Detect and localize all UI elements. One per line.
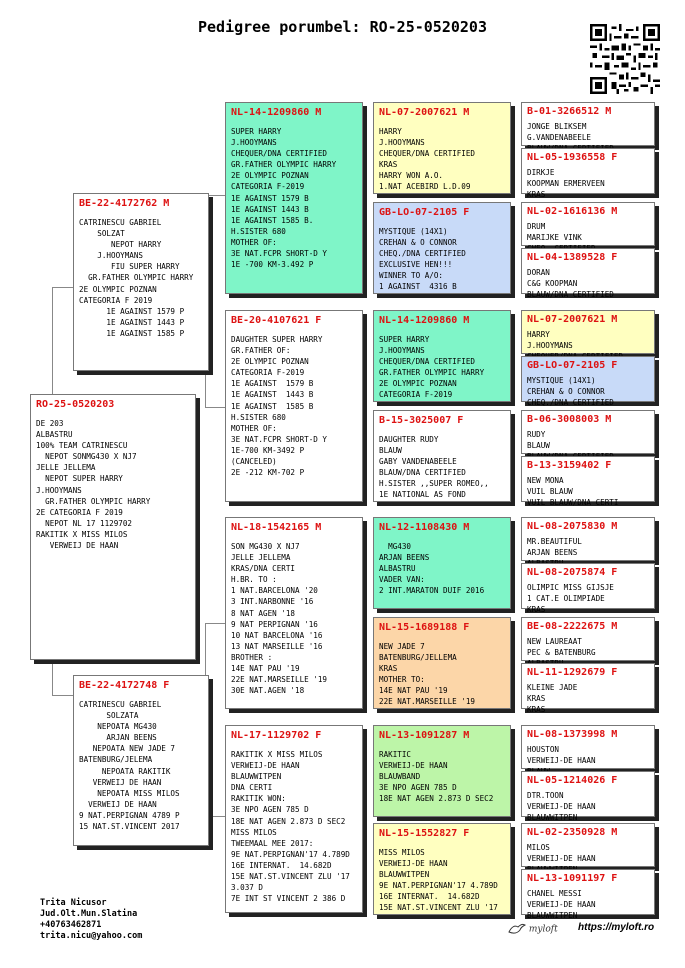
detail-line: CHEQUER/DNA CERTIFIED <box>379 357 476 367</box>
detail-line: VERWEIJ-DE HAAN <box>527 802 596 812</box>
detail-line: VERWEIJ-DE HAAN <box>231 761 300 771</box>
detail-line: CHEQUER/DNA CERTIFIED <box>379 149 476 159</box>
detail-line: NEPOATA NEW JADE 7 <box>79 744 176 754</box>
detail-line: 1 CAT.E OLIMPIADE <box>527 594 605 604</box>
pigeon-card-sire[interactable] <box>73 193 209 371</box>
detail-line: GABY VANDENABEELE <box>379 457 457 467</box>
detail-line: 9E NAT.PERPIGNAN'17 4.789D <box>231 849 350 859</box>
detail-line: VERWEIJ-DE HAAN <box>527 756 596 766</box>
detail-line: JELLE JELLEMA <box>36 463 96 473</box>
detail-line: MYSTIQUE (14X1) <box>379 227 448 236</box>
detail-line: DAUGHTER SUPER HARRY <box>231 335 323 344</box>
detail-line: RAKITIK X MISS MILOS <box>231 750 323 759</box>
detail-line: BLAUWWITPEN <box>379 870 430 880</box>
detail-line: SUPER HARRY <box>379 335 430 344</box>
ring-number: BE-22-4172748 F <box>79 680 170 691</box>
ring-number: B-13-3159402 F <box>527 460 612 471</box>
detail-line: GR.FATHER OLYMPIC HARRY <box>231 160 337 170</box>
detail-line: ALBASTRU <box>379 564 416 574</box>
detail-line: MG430 <box>379 542 412 551</box>
detail-line: DORAN <box>527 268 550 277</box>
pigeon-card-gen3-3[interactable] <box>373 410 511 502</box>
detail-line: MOTHER OF: <box>231 237 277 247</box>
detail-line: OLIMPIC MISS GIJSJE <box>527 583 614 592</box>
detail-line: ARJAN BEENS <box>527 548 578 558</box>
pigeon-card-subject[interactable] <box>30 394 196 660</box>
pigeon-card-gen3-6[interactable] <box>373 725 511 817</box>
connector-line <box>52 287 53 395</box>
detail-line: NEPOT SONMG430 X NJ7 <box>36 452 137 462</box>
detail-line: 1E AGAINST 1585 P <box>79 328 185 338</box>
detail-line: 16E INTERNAT. 14.682D <box>379 892 480 902</box>
detail-line: 1E AGAINST 1579 B <box>231 193 309 203</box>
ring-number: NL-14-1209860 M <box>231 107 322 118</box>
detail-line: CATEGORIA F 2019 <box>79 295 153 305</box>
detail-line: ALBASTRU <box>36 430 73 440</box>
ring-number: NL-14-1209860 M <box>379 315 470 326</box>
detail-line: KRAS <box>527 605 546 615</box>
pigeon-card-gen2-3[interactable] <box>225 725 363 913</box>
detail-line: NEW MONA <box>527 476 564 485</box>
connector-line <box>52 660 53 695</box>
detail-line: CATRINESCU GABRIEL <box>79 700 162 709</box>
pigeon-card-gen4-9[interactable] <box>521 563 655 615</box>
ring-number: NL-13-1091197 F <box>527 873 618 884</box>
detail-line: BROTHER : <box>231 652 273 662</box>
ring-number: B-01-3266512 M <box>527 106 612 117</box>
pigeon-card-gen3-0[interactable] <box>373 102 511 194</box>
detail-line: SUPER HARRY <box>231 127 282 136</box>
detail-line: EXCLUSIVE HEN!!! <box>379 260 453 270</box>
owner-email[interactable]: trita.nicu@yahoo.com <box>40 931 143 941</box>
pigeon-card-gen3-5[interactable] <box>373 617 511 709</box>
detail-line: HOUSTON <box>527 745 560 754</box>
detail-line: 1E-700 KM-3492 P <box>231 445 305 455</box>
connector-line <box>205 623 225 624</box>
pigeon-card-gen2-2[interactable] <box>225 517 363 709</box>
detail-line: 3E NAT.FCPR SHORT-D Y <box>231 434 328 444</box>
detail-line: 2 INT.MARATON DUIF 2016 <box>379 586 485 596</box>
detail-line: 14E NAT PAU '19 <box>231 664 300 674</box>
detail-line: G.VANDENABEELE <box>527 133 592 143</box>
detail-line: 13 NAT MARSEILLE '16 <box>231 641 323 651</box>
detail-line: 1E AGAINST 1579 P <box>79 306 185 316</box>
detail-line: BLAUWWITPEN <box>231 772 282 782</box>
detail-line: GR.FATHER OF: <box>231 346 291 356</box>
qr-code-icon <box>590 24 660 94</box>
detail-line: CATEGORIA F-2019 <box>231 368 305 378</box>
detail-line: NEPOATA MG430 <box>79 722 157 732</box>
pigeon-card-gen4-11[interactable] <box>521 663 655 715</box>
detail-line: PEC & BATENBURG <box>527 648 596 658</box>
detail-line: RAKITIK WON: <box>231 794 286 804</box>
detail-line: HARRY WON A.O. <box>379 171 444 181</box>
pigeon-logo-icon <box>508 922 526 936</box>
detail-line: GR.FATHER OLYMPIC HARRY <box>79 273 194 283</box>
pigeon-card-gen3-1[interactable] <box>373 202 511 294</box>
detail-line: BLAUW <box>379 446 402 456</box>
detail-line: MILOS <box>527 843 550 852</box>
ring-number: BE-20-4107621 F <box>231 315 322 326</box>
pigeon-card-gen4-7[interactable] <box>521 456 655 508</box>
ring-number: NL-08-2075874 F <box>527 567 618 578</box>
detail-line: H.SISTER ,,SUPER ROMEO,, <box>379 479 489 489</box>
detail-line: CHEQ./DNA CERTIFIED <box>527 398 614 408</box>
detail-line: 15E NAT.ST.VINCENT ZLU '17 <box>379 903 498 913</box>
detail-line: SON MG430 X NJ7 <box>231 542 300 551</box>
detail-line: MISS MILOS <box>231 827 277 837</box>
detail-line: BLAUW <box>527 441 550 451</box>
pigeon-card-gen4-15[interactable] <box>521 869 655 921</box>
detail-line: H.SISTER 680 <box>231 226 286 236</box>
detail-line: 1.NAT ACEBIRD L.D.09 <box>379 182 471 192</box>
detail-line: GR.FATHER OLYMPIC HARRY <box>36 496 151 506</box>
detail-line: WINNER TO A/O: <box>379 271 444 281</box>
owner-name: Trita Nicusor <box>40 898 107 908</box>
detail-line: BLAUW/DNA CERTIFIED <box>527 290 614 300</box>
detail-line: DNA CERTI <box>231 783 273 793</box>
detail-line: 9E NAT.PERPIGNAN'17 4.789D <box>379 881 498 891</box>
pigeon-card-gen4-5[interactable] <box>521 356 655 408</box>
detail-line: J.HOOYMANS <box>36 485 82 495</box>
detail-line: J.HOOYMANS <box>379 138 425 148</box>
detail-line: (CANCELED) <box>231 457 277 467</box>
pigeon-card-gen4-0[interactable] <box>521 102 655 146</box>
detail-line: 22E NAT.MARSEILLE '19 <box>231 675 328 685</box>
pigeon-card-gen3-7[interactable] <box>373 823 511 915</box>
detail-line: BLAUWWITPEN <box>527 911 578 921</box>
detail-line: BLAUWWITPEN <box>527 813 578 823</box>
owner-location: Jud.Olt.Mun.Slatina <box>40 909 138 919</box>
detail-line: CATEGORIA F-2019 <box>379 390 453 400</box>
detail-line: CATRINESCU GABRIEL <box>79 218 162 227</box>
detail-line: JONGE BLIKSEM <box>527 122 587 131</box>
detail-line: J.HOOYMANS <box>527 341 573 351</box>
detail-line: MISS MILOS <box>379 848 425 857</box>
detail-line: NEPOT NL 17 1129702 <box>36 518 133 528</box>
detail-line: 7E INT ST VINCENT 2 386 D <box>231 894 346 904</box>
detail-line: 2E OLYMPIC POZNAN <box>379 379 457 389</box>
detail-line: 3E NAT.FCPR SHORT-D Y <box>231 249 328 259</box>
ring-number: NL-04-1389528 F <box>527 252 618 263</box>
pigeon-card-gen2-1[interactable] <box>225 310 363 502</box>
detail-line: KRAS <box>379 160 398 170</box>
detail-line: VERWEIJ-DE HAAN <box>527 900 596 910</box>
detail-line: VERWEIJ DE HAAN <box>79 799 157 809</box>
connector-line <box>205 407 225 408</box>
detail-line: VADER VAN: <box>379 575 425 585</box>
detail-line: DIRKJE <box>527 168 555 177</box>
detail-line: MOTHER TO: <box>379 675 425 685</box>
detail-line: NEPOT HARRY <box>79 240 162 250</box>
detail-line: 1E AGAINST 1585 B <box>231 401 314 411</box>
detail-line: NEPOT SUPER HARRY <box>36 474 123 484</box>
owner-phone: +40763462871 <box>40 920 102 930</box>
detail-line: 1E NATIONAL AS FOND <box>379 490 466 500</box>
detail-line: 9 NAT PERPIGNAN '16 <box>231 619 318 629</box>
detail-line: 15 NAT.ST.VINCENT 2017 <box>79 822 180 832</box>
ring-number: NL-13-1091287 M <box>379 730 470 741</box>
detail-line: DE 203 <box>36 419 64 428</box>
detail-line: HARRY <box>379 127 402 136</box>
pigeon-card-gen4-6[interactable] <box>521 410 655 454</box>
detail-line: 1E AGAINST 1579 B <box>231 379 314 389</box>
detail-line: 1E -700 KM-3.492 P <box>231 260 314 270</box>
ring-number: GB-LO-07-2105 F <box>527 360 618 371</box>
detail-line: 100% TEAM CATRINESCU <box>36 441 128 451</box>
pigeon-card-gen4-4[interactable] <box>521 310 655 354</box>
pigeon-card-gen2-0[interactable] <box>225 102 363 294</box>
detail-line: 3 INT.NARBONNE '16 <box>231 597 314 607</box>
ring-number: NL-17-1129702 F <box>231 730 322 741</box>
ring-number: NL-05-1936558 F <box>527 152 618 163</box>
pigeon-card-gen4-14[interactable] <box>521 823 655 867</box>
detail-line: CHEQUER/DNA CERTIFIED <box>231 149 328 159</box>
ring-number: NL-02-1616136 M <box>527 206 618 217</box>
pigeon-card-gen3-4[interactable] <box>373 517 511 609</box>
website-link[interactable]: https://myloft.ro <box>578 922 655 933</box>
ring-number: B-06-3008003 M <box>527 414 612 425</box>
ring-number: NL-12-1108430 M <box>379 522 470 533</box>
detail-line: DTR.TOON <box>527 791 564 800</box>
detail-line: GR.FATHER OLYMPIC HARRY <box>379 368 485 378</box>
detail-line: RUDY <box>527 430 546 439</box>
detail-line: 18E NAT AGEN 2.873 D SEC2 <box>231 816 346 826</box>
pigeon-card-gen3-2[interactable] <box>373 310 511 402</box>
detail-line: 16E INTERNAT. 14.682D <box>231 860 332 870</box>
detail-line: MARIJKE VINK <box>527 233 582 243</box>
detail-line: TWEEMAAL MEE 2017: <box>231 838 314 848</box>
detail-line: 1E AGAINST 1443 P <box>79 317 185 327</box>
ring-number: NL-15-1689188 F <box>379 622 470 633</box>
detail-line: 8 NAT AGEN '18 <box>231 608 296 618</box>
detail-line: 2E CATEGORIA F 2019 <box>36 507 123 517</box>
detail-line: NEPOATA RAKITIK <box>79 766 171 776</box>
detail-line: ARJAN BEENS <box>79 733 157 743</box>
ring-number: NL-08-2075830 M <box>527 521 618 532</box>
pigeon-card-gen4-2[interactable] <box>521 202 655 246</box>
detail-line: 1E AGAINST 1585 B. <box>231 215 314 225</box>
logo-text: myloft <box>528 924 558 935</box>
detail-line: 1E AGAINST 1443 B <box>231 390 314 400</box>
ring-number: RO-25-0520203 <box>36 399 115 410</box>
detail-line: KLEINE JADE <box>527 683 578 692</box>
detail-line: 2E -212 KM-702 P <box>231 468 305 478</box>
ring-number: NL-07-2007621 M <box>379 107 470 118</box>
detail-line: JELLE JELLEMA <box>231 553 291 563</box>
pigeon-card-gen4-13[interactable] <box>521 771 655 823</box>
detail-line: HARRY <box>527 330 550 339</box>
detail-line: MR.BEAUTIFUL <box>527 537 582 546</box>
detail-line: NEW LAUREAAT <box>527 637 582 646</box>
detail-line: BLAUW/DNA CERTIFIED <box>379 468 466 478</box>
detail-line: BATENBURG/JELLEMA <box>379 653 457 663</box>
pigeon-card-gen4-8[interactable] <box>521 517 655 561</box>
detail-line: H.BR. TO : <box>231 575 277 585</box>
page-title: Pedigree porumbel: RO-25-0520203 <box>198 18 487 36</box>
pigeon-card-dam[interactable] <box>73 675 209 846</box>
ring-number: BE-08-2222675 M <box>527 621 618 632</box>
pigeon-card-gen4-3[interactable] <box>521 248 655 300</box>
detail-line: 1E AGAINST 1443 B <box>231 204 309 214</box>
detail-line: ARJAN BEENS <box>379 553 430 563</box>
detail-line: 2E OLYMPIC POZNAN <box>79 284 157 294</box>
ring-number: BE-22-4172762 M <box>79 198 170 209</box>
detail-line: CHEQ./DNA CERTIFIED <box>379 249 466 259</box>
detail-line: 10 NAT BARCELONA '16 <box>231 630 323 640</box>
ring-number: NL-08-1373998 M <box>527 729 618 740</box>
subject-details <box>36 418 190 551</box>
ring-number: NL-18-1542165 M <box>231 522 322 533</box>
connector-line <box>52 695 74 696</box>
detail-line: J.HOOYMANS <box>231 138 277 148</box>
detail-line: 18E NAT AGEN 2.873 D SEC2 <box>379 794 494 804</box>
detail-line: KOOPMAN ERMERVEEN <box>527 179 605 189</box>
detail-line: VUIL BLAUW <box>527 487 573 497</box>
detail-line: BATENBURG/JELEMA <box>79 755 153 765</box>
detail-line: DAUGHTER RUDY <box>379 435 439 444</box>
detail-line: VERWEIJ DE HAAN <box>79 777 162 787</box>
myloft-logo <box>508 922 558 936</box>
detail-line: J.HOOYMANS <box>379 346 425 356</box>
detail-line: MYSTIQUE (14X1) <box>527 376 596 385</box>
ring-number: NL-11-1292679 F <box>527 667 618 678</box>
detail-line: 14E NAT PAU '19 <box>379 686 448 696</box>
detail-line: 1 AGAINST 4316 B <box>379 282 457 292</box>
detail-line: 30E NAT.AGEN '18 <box>231 686 305 696</box>
pigeon-card-gen4-10[interactable] <box>521 617 655 661</box>
detail-line: KRAS <box>379 664 398 674</box>
detail-line: KRAS <box>527 694 546 704</box>
detail-line: MOTHER OF: <box>231 423 277 433</box>
detail-line: SOLZATA <box>79 711 139 721</box>
detail-line: 2E OLYMPIC POZNAN <box>231 171 309 181</box>
detail-line: VERWEIJ-DE HAAN <box>527 854 596 864</box>
detail-line: CATEGORIA F-2019 <box>231 182 305 192</box>
detail-line: SOLZAT <box>79 229 125 239</box>
detail-line: CREHAN & O CONNOR <box>379 238 457 248</box>
ring-number: B-15-3025007 F <box>379 415 464 426</box>
detail-line: KRAS/DNA CERTI <box>231 564 296 574</box>
detail-line: 3E NPO AGEN 785 D <box>231 805 309 815</box>
connector-line <box>52 287 74 288</box>
detail-line: 22E NAT.MARSEILLE '19 <box>379 697 476 707</box>
detail-line: VERWEIJ-DE HAAN <box>379 859 448 869</box>
detail-line: C&G KOOPMAN <box>527 279 578 289</box>
detail-line: VUIL BLAUW/DNA CERTI <box>527 498 619 508</box>
detail-line: 3.037 D <box>231 883 264 893</box>
detail-line: RAKITIK X MISS MILOS <box>36 529 128 539</box>
detail-line: NEW JADE 7 <box>379 642 425 651</box>
owner-contact <box>40 898 142 942</box>
detail-line: 15E NAT.ST.VINCENT ZLU '17 <box>231 872 350 882</box>
detail-line: VERWEIJ-DE HAAN <box>379 761 448 771</box>
detail-line: 2E OLYMPIC POZNAN <box>231 357 309 367</box>
ring-number: NL-15-1552827 F <box>379 828 470 839</box>
detail-line: H.SISTER 680 <box>231 412 286 422</box>
detail-line: RAKITIC <box>379 750 412 759</box>
detail-line: 9 NAT.PERPIGNAN 4789 P <box>79 810 180 820</box>
detail-line: 3E NPO AGEN 785 D <box>379 783 457 793</box>
detail-line: 1 NAT.BARCELONA '20 <box>231 586 318 596</box>
pigeon-card-gen4-12[interactable] <box>521 725 655 769</box>
ring-number: NL-07-2007621 M <box>527 314 618 325</box>
detail-line: KRAS <box>527 705 546 715</box>
detail-line: J.HOOYMANS <box>79 251 144 261</box>
detail-line: NEPOATA MISS MILOS <box>79 788 180 798</box>
ring-number: NL-05-1214026 F <box>527 775 618 786</box>
detail-line: FIU SUPER HARRY <box>79 262 180 272</box>
pigeon-card-gen4-1[interactable] <box>521 148 655 200</box>
ring-number: NL-02-2350928 M <box>527 827 618 838</box>
detail-line: VERWEIJ DE HAAN <box>36 541 119 551</box>
detail-line: BLAUWBAND <box>379 772 421 782</box>
detail-line: DRUM <box>527 222 546 231</box>
detail-line: KRAS <box>527 190 546 200</box>
detail-line: CREHAN & O CONNOR <box>527 387 605 397</box>
ring-number: GB-LO-07-2105 F <box>379 207 470 218</box>
detail-line: CHANEL MESSI <box>527 889 582 898</box>
